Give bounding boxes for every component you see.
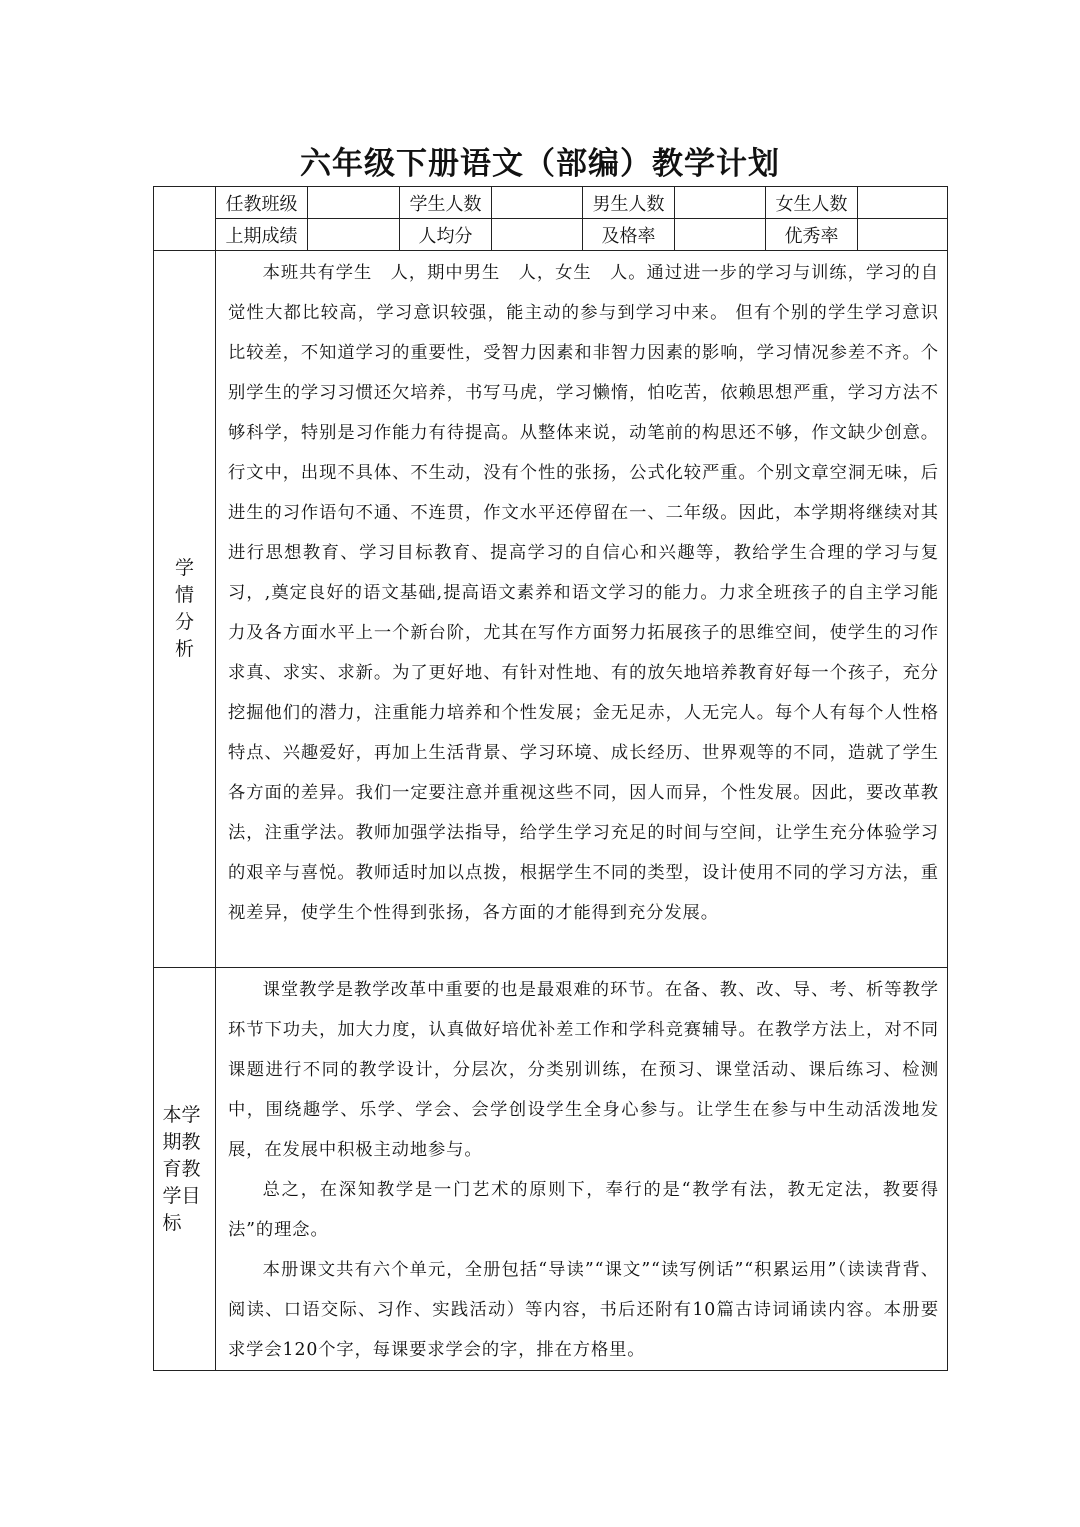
goals-paragraph-1: 课堂教学是教学改革中重要的也是最艰难的环节。在备、教、改、导、考、析等教学环节下功夫，加大力度，认真做好培优补差工作和学科竞赛辅导。在教学方法上，对不同课题进行不同的教学设计，分层次，分类别训练，在预习、课堂活动、课后练习、检测中，围绕趣学、乐学、学会、会学创设学生全身心参与。让学生在参与中生动活泼地发展，在发展中积极主动地参与。 [228,980,939,1160]
goals-paragraph-3: 本册课文共有六个单元，全册包括“导读”“课文”“读写例话”“积累运用”（读读背背、阅读、口语交际、习作、实践活动）等内容，书后还附有10篇古诗词诵读内容。本册要求学会120个字，每课要求学会的字，排在方格里。 [228,1260,939,1360]
class-label: 任教班级 [216,187,308,219]
goals-content [216,968,948,1371]
page-title: 六年级下册语文（部编）教学计划 [300,146,780,182]
average-value[interactable] [492,219,583,251]
pass-rate-label: 及格率 [583,219,675,251]
last-score-label: 上期成绩 [216,219,308,251]
male-count-value[interactable] [675,187,766,219]
pass-rate-value[interactable] [675,219,766,251]
male-count-label: 男生人数 [583,187,675,219]
last-score-value[interactable] [308,219,400,251]
female-count-value[interactable] [858,187,948,219]
analysis-paragraph: 本班共有学生 人，期中男生 人，女生 人。通过进一步的学习与训练，学习的自觉性大都比较高，学习意识较强，能主动的参与到学习中来。 但有个别的学生学习意识比较差，不知道学习的重要性，受智力因素和非智力因素的影响，学习情况参差不齐。个别学生的学习习惯还欠培养，书写马虎，学习懒惰，怕吃苦，依赖思想严重，学习方法不够科学，特别是习作能力有待提高。从整体来说，动笔前的构思还不够，作文缺少创意。行文中，出现不具体、不生动，没有个性的张扬，公式化较严重。个别文章空洞无味，后进生的习作语句不通、不连贯，作文水平还停留在一、二年级。因此，本学期将继续对其进行思想教育、学习目标教育、提高学习的自信心和兴趣等，教给学生合理的学习与复习，,奠定良好的语文基础,提高语文素养和语文学习的能力。力求全班孩子的自主学习能力及各方面水平上一个新台阶，尤其在写作方面努力拓展孩子的思维空间，使学生的习作求真、求实、求新。为了更好地、有针对性地、有的放矢地培养教育好每一个孩子，充分挖掘他们的潜力，注重能力培养和个性发展；金无足赤，人无完人。每个人有每个人性格特点、兴趣爱好，再加上生活背景、学习环境、成长经历、世界观等的不同，造就了学生各方面的差异。我们一定要注意并重视这些不同，因人而异，个性发展。因此，要改革教法，注重学法。教师加强学法指导，给学生学习充足的时间与空间，让学生充分体验学习的艰辛与喜悦。教师适时加以点拨，根据学生不同的类型，设计使用不同的学习方法，重视差异，使学生个性得到张扬，各方面的才能得到充分发展。 [228,263,939,923]
female-count-label: 女生人数 [766,187,858,219]
goals-label-cell [154,968,216,1371]
excellence-rate-label: 优秀率 [766,219,858,251]
student-count-label: 学生人数 [400,187,492,219]
goals-label: 本学期教育教学目标 [162,1103,201,1234]
student-count-value[interactable] [492,187,583,219]
plan-table [153,186,948,1371]
info-row-2 [154,219,948,251]
excellence-rate-value[interactable] [858,219,948,251]
goals-paragraph-2: 总之，在深知教学是一门艺术的原则下，奉行的是“教学有法，教无定法，教要得法”的理念。 [228,1180,939,1240]
analysis-content [216,251,948,968]
analysis-row [154,251,948,968]
class-value[interactable] [308,187,400,219]
average-label: 人均分 [400,219,492,251]
analysis-label-cell [154,251,216,968]
analysis-label: 学情分析 [174,557,194,660]
goals-row [154,968,948,1371]
blank-corner-cell [154,187,216,251]
info-row-1 [154,187,948,219]
